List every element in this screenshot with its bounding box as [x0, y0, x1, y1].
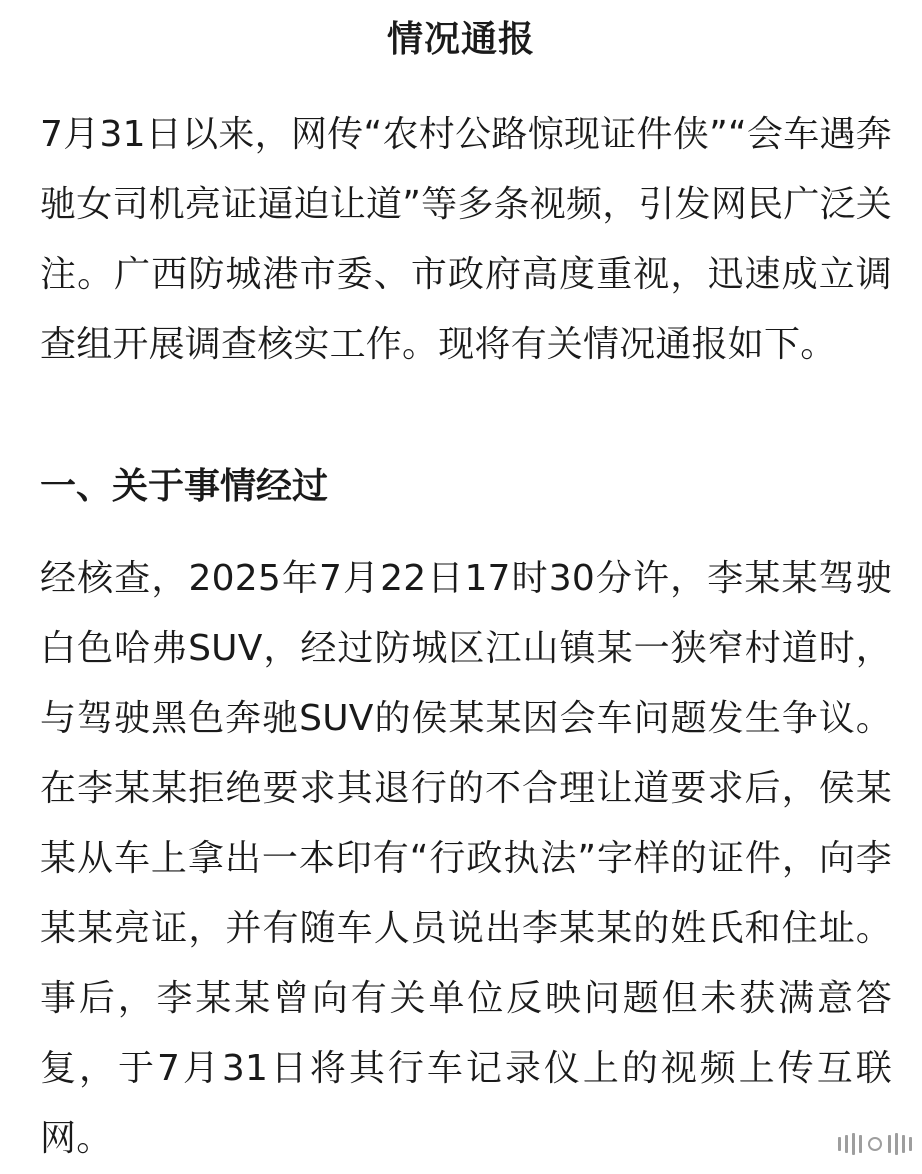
intro-paragraph: 7月31日以来，网传“农村公路惊现证件侠”“会车遇奔驰女司机亮证逼迫让道”等多条视频，引发网民广泛关注。广西防城港市委、市政府高度重视，迅速成立调查组开展调查核实工作。现将有关情况通报如下。 [40, 114, 892, 365]
section-heading: 一、关于事情经过 [40, 466, 329, 507]
incident-paragraph: 经核查，2025年7月22日17时30分许，李某某驾驶白色哈弗SUV，经过防城区江山镇某一狭窄村道时，与驾驶黑色奔驰SUV的侯某某因会车问题发生争议。在李某某拒绝要求其退行的不合理让道要求后，侯某某从车上拿出一本印有“行政执法”字样的证件，向李某某亮证，并有随车人员说出李某某的姓氏和住址。事后，李某某曾向有关单位反映问题但未获满意答复，于7月31日将其行车记录仪上的视频上传互联网。 [40, 558, 892, 1159]
document-title: 情况通报 [386, 19, 535, 60]
platform-watermark-icon [838, 1133, 912, 1155]
